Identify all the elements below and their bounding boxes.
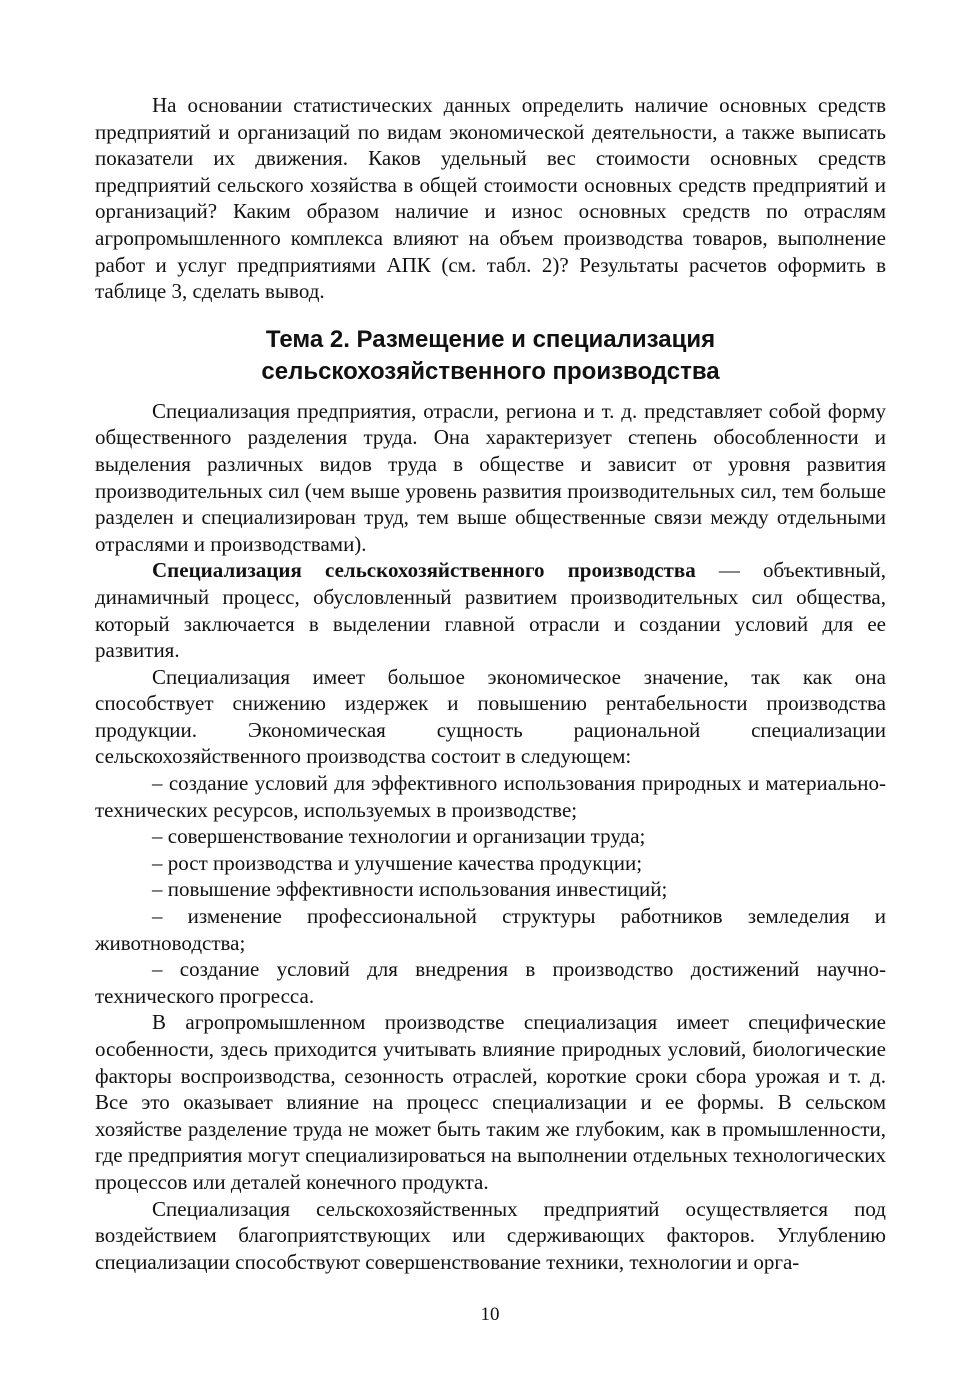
term-definition: — объективный, динамичный процесс, обусловленный развитием производительных сил общества, который заключается в выделении главной отрасли и создании условий для ее развития. bbox=[95, 558, 886, 663]
section-heading bbox=[95, 324, 886, 388]
list-item: – создание условий для эффективного использования природных и материально-технических ресурсов, используемых в производстве; bbox=[95, 771, 886, 822]
term-agri-specialization: Специализация сельскохозяйственного производства bbox=[152, 558, 696, 583]
section-heading-line-2: сельскохозяйственного производства bbox=[261, 357, 720, 385]
paragraph-agri-specialization bbox=[95, 557, 886, 663]
page-number: 10 bbox=[480, 1304, 500, 1325]
list-item: – повышение эффективности использования инвестиций; bbox=[152, 877, 668, 902]
section-heading-line-1: Тема 2. Размещение и специализация bbox=[265, 325, 716, 353]
paragraph-factors: Специализация сельскохозяйственных предприятий осуществляется под воздействием благоприятствующих или сдерживающих факторов. Углублению специализации способствуют совершенствование техники, технологии и орга- bbox=[95, 1196, 886, 1274]
paragraph-agroindustrial-features: В агропромышленном производстве специализация имеет специфические особенности, здесь приходится учитывать влияние природных условий, биологические факторы воспроизводства, сезонность отраслей, короткие сроки сбора урожая и т. д. Все это оказывает влияние на процесс специализации и ее формы. В сельском хозяйстве разделение труда не может быть таким же глубоким, как в промышленности, где предприятия могут специализироваться на выполнении отдельных технологических процессов или деталей конечного продукта. bbox=[95, 1010, 886, 1194]
paragraph-economic-significance: Специализация имеет большое экономическое значение, так как она способствует снижению издержек и повышению рентабельности производства продукции. Экономическая сущность рациональной специализации сельскохозяйственного производства состоит в следующем: bbox=[95, 664, 886, 769]
page-body bbox=[95, 92, 886, 1275]
list-item: – создание условий для внедрения в производство достижений научно-технического прогресса. bbox=[95, 957, 886, 1008]
paragraph-specialization-definition: Специализация предприятия, отрасли, региона и т. д. представляет собой форму общественного разделения труда. Она характеризует степень обособленности и выделения различных видов труда в обществе и зависит от уровня развития производительных сил (чем выше уровень развития производительных сил, тем больше разделен и специализирован труд, тем выше общественные связи между отдельными отраслями и производствами). bbox=[95, 398, 886, 556]
list-item: – изменение профессиональной структуры работников земледелия и животноводства; bbox=[95, 904, 886, 955]
list-item: – рост производства и улучшение качества продукции; bbox=[152, 850, 643, 875]
list-item: – совершенствование технологии и организации труда; bbox=[152, 824, 646, 849]
intro-paragraph: На основании статистических данных определить наличие основных средств предприятий и организаций по видам экономической деятельности, а также выписать показатели их движения. Каков удельный вес стоимости основных средств предприятий сельского хозяйства в общей стоимости основных средств предприятий и организаций? Каким образом наличие и износ основных средств по отраслям агропромышленного комплекса влияют на объем производства товаров, выполнение работ и услуг предприятиями АПК (см. табл. 2)? Результаты расчетов оформить в таблице 3, сделать вывод. bbox=[95, 93, 886, 304]
